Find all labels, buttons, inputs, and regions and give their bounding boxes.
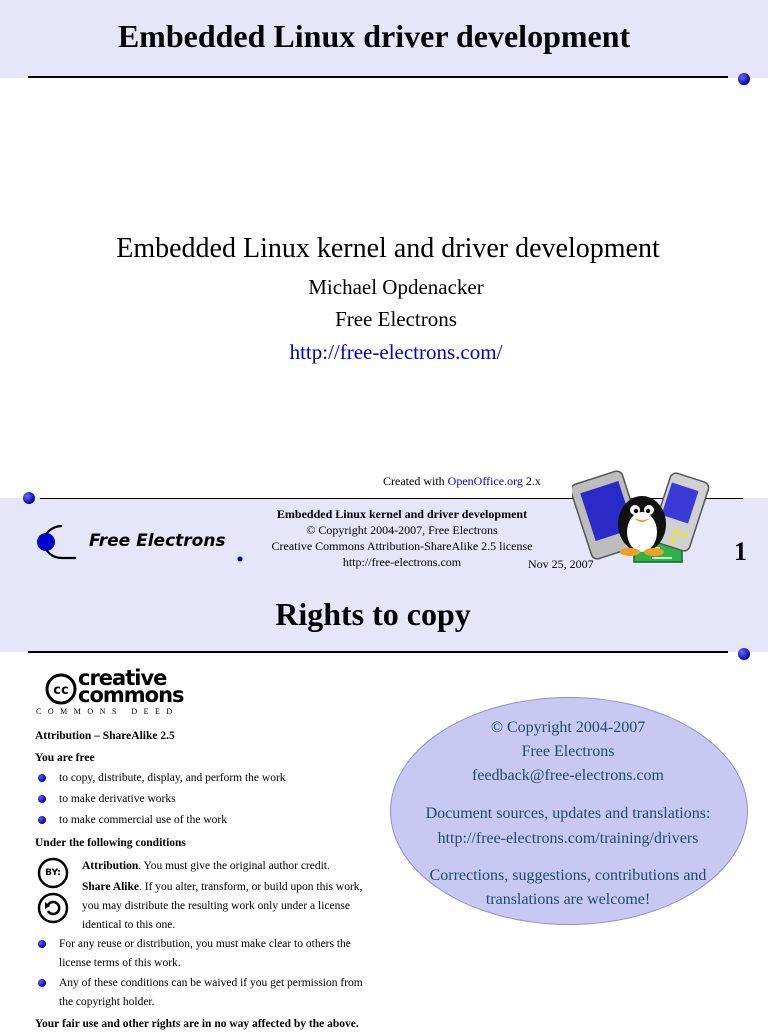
callout-line-1: © Copyright 2004-2007: [490, 719, 646, 736]
attribution-condition: [82, 857, 330, 876]
attribution-text: . You must give the original author credit.: [138, 860, 330, 872]
share-alike-line-3: identical to this one.: [82, 919, 176, 931]
slide1-title: Embedded Linux kernel and driver development: [116, 233, 660, 264]
extra-item-2-line-1: Any of these conditions can be waived if you get permission from: [59, 977, 363, 989]
share-alike-label: Share Alike: [82, 881, 139, 893]
extra-item-2-line-2: the copyright holder.: [59, 996, 155, 1008]
free-item-3: to make commercial use of the work: [59, 814, 227, 826]
slide2-title: Rights to copy: [275, 596, 471, 632]
callout-line-2: Free Electrons: [521, 743, 615, 760]
slide1-header-dot-icon: [738, 73, 750, 85]
callout-line-6: Corrections, suggestions, contributions and: [429, 867, 707, 884]
fair-use-text: Your fair use and other rights are in no way affected by the above.: [35, 1018, 359, 1030]
footer-line-3: Creative Commons Attribution-ShareAlike 2.5 license: [271, 539, 533, 553]
share-alike-condition: [82, 878, 412, 935]
slide1-company: Free Electrons: [335, 307, 457, 331]
footer-line-1: Embedded Linux kernel and driver development: [276, 507, 528, 521]
slide2-header-dot-icon: [738, 648, 750, 660]
conditions-heading: Under the following conditions: [35, 837, 186, 849]
bullet-icon: [38, 940, 46, 948]
callout-line-3: feedback@free-electrons.com: [472, 767, 664, 784]
free-item-1: to copy, distribute, display, and perform the work: [59, 772, 286, 784]
slide2-header-rule: [28, 651, 728, 653]
share-alike-line-2: you may distribute the resulting work only under a license: [82, 900, 350, 912]
bullet-icon: [38, 816, 46, 824]
bullet-icon: [38, 979, 46, 987]
cc-logo-bottom-text: commons: [78, 683, 184, 707]
share-alike-line-1: [82, 878, 412, 897]
license-name: Attribution – ShareAlike 2.5: [35, 730, 175, 742]
you-are-free-heading: You are free: [35, 752, 95, 764]
callout-line-4: Document sources, updates and translations:: [425, 805, 711, 822]
openoffice-link[interactable]: OpenOffice.org: [447, 474, 523, 488]
by-badge-text: BY:: [45, 868, 61, 878]
created-suffix: 2.x: [522, 474, 541, 488]
slide1-created-with: [383, 474, 583, 489]
cc-deed-text: COMMONS DEED: [36, 707, 179, 716]
extra-item-2: [59, 974, 363, 1012]
free-item-2: to make derivative works: [59, 793, 176, 805]
attribution-label: Attribution: [82, 860, 139, 872]
share-alike-icon: [37, 892, 69, 924]
slide1-url-link[interactable]: http://free-electrons.com/: [289, 340, 503, 364]
share-alike-text-1: . If you alter, transform, or build upon this work,: [138, 881, 363, 893]
tux-devices-illustration-icon: [572, 466, 712, 570]
cc-logo-top-text: creative: [78, 666, 167, 690]
callout-line-7: translations are welcome!: [485, 891, 651, 908]
extra-item-1-line-1: For any reuse or distribution, you must make clear to others the: [59, 938, 351, 950]
logo-text: Free Electrons: [89, 531, 226, 551]
slide1-header-title: Embedded Linux driver development: [117, 18, 631, 54]
bullet-icon: [38, 795, 46, 803]
svg-text:cc: cc: [53, 683, 69, 698]
slide1-footer-dot-icon: [23, 492, 35, 504]
footer-line-2: © Copyright 2004-2007, Free Electrons: [306, 523, 498, 537]
footer-line-4: http://free-electrons.com: [342, 555, 462, 569]
bullet-icon: [38, 774, 46, 782]
footer-date: Nov 25, 2007: [528, 557, 594, 571]
extra-item-1-line-2: license terms of this work.: [59, 957, 181, 969]
slide1-header-rule: [28, 76, 728, 78]
extra-item-1: [59, 935, 351, 973]
slide1-page-number: 1: [734, 537, 747, 566]
created-prefix: Created with: [383, 474, 448, 488]
slide1-author: Michael Opdenacker: [308, 275, 484, 299]
cc-logo-icon: [45, 673, 81, 705]
callout-line-5: http://free-electrons.com/training/drivers: [437, 830, 699, 847]
